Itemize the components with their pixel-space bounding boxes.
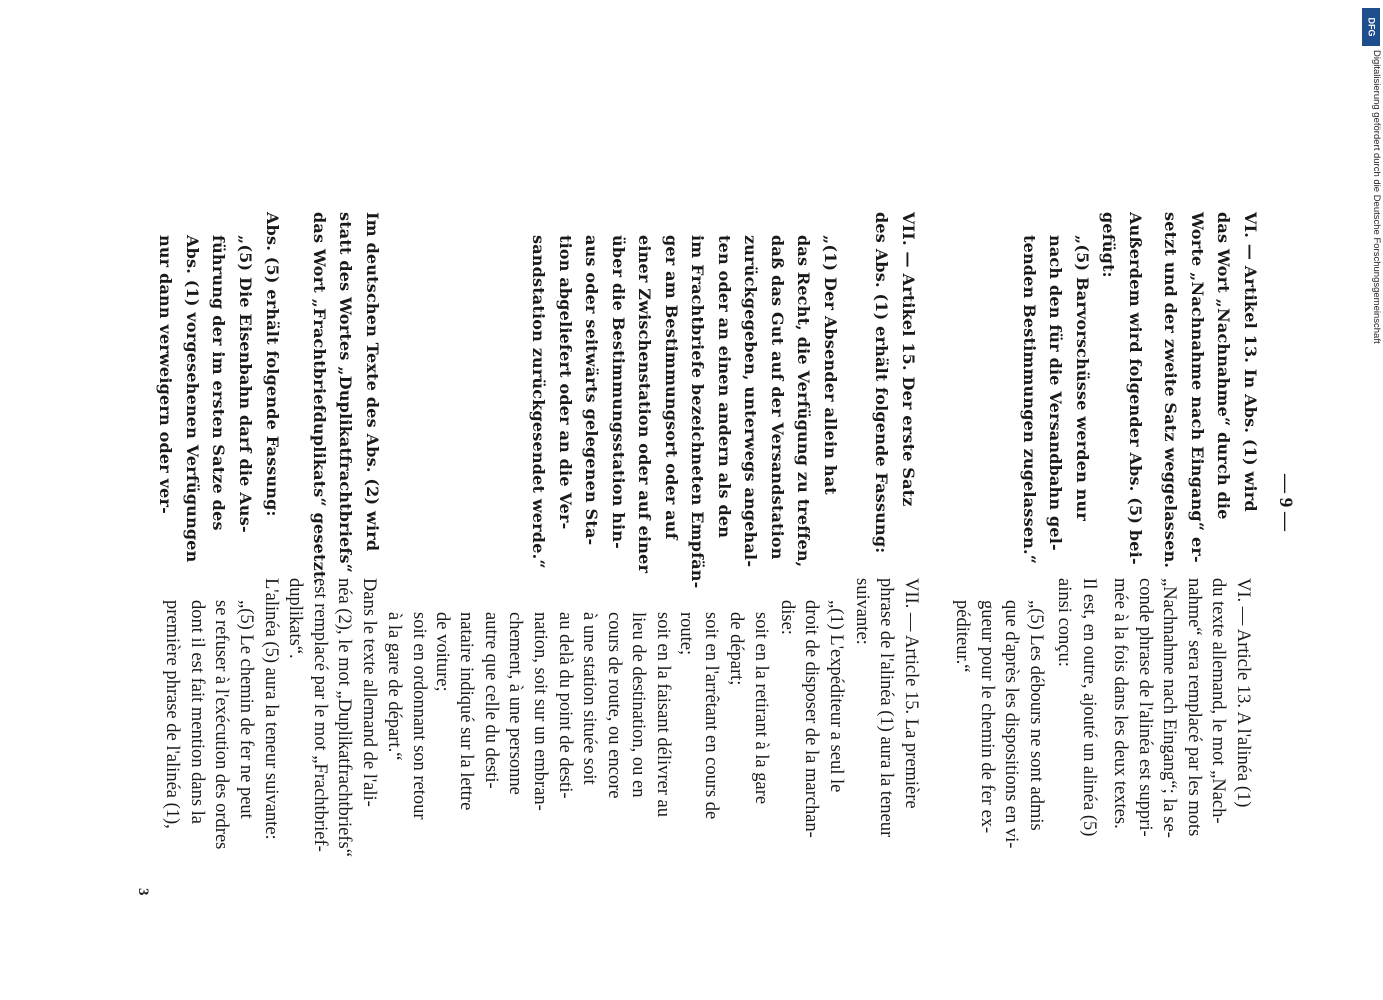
text-line: mée à la fois dans les deux textes. bbox=[1110, 578, 1131, 829]
text-line: péditeur.“ bbox=[952, 600, 973, 673]
text-line: Worte „Nachnahme nach Eingang“ er- bbox=[1188, 212, 1207, 563]
text-line: est remplacé par le mot „Frachtbrief- bbox=[309, 578, 330, 852]
text-line: phrase de l'alinéa (1) aura la teneur bbox=[876, 578, 897, 838]
text-line: chement, à une personne bbox=[505, 612, 526, 795]
text-line: statt des Wortes „Duplikatfrachtbriefs“ bbox=[336, 212, 356, 574]
text-line: de voiture; bbox=[431, 612, 452, 692]
french-chemin-de-fer bbox=[160, 600, 258, 878]
text-line: duplikats“. bbox=[285, 578, 306, 659]
text-line: VII. — Article 15. La première bbox=[901, 578, 921, 809]
german-eisenbahn bbox=[152, 235, 258, 563]
text-line: Il est, en outre, ajouté un alinéa (5) bbox=[1079, 578, 1099, 837]
dfg-logo bbox=[1362, 8, 1380, 46]
french-debours bbox=[950, 600, 1048, 878]
text-line: tion abgeliefert oder an die Ver- bbox=[556, 235, 575, 530]
text-line: soit en ordonnant son retour bbox=[409, 612, 429, 820]
text-line: nation, soit sur un embran- bbox=[530, 612, 551, 811]
footer-number: 3 bbox=[135, 888, 151, 896]
text-line: Im deutschen Texte des Abs. (2) wird bbox=[363, 212, 382, 552]
text-line: lieu de destination, ou en bbox=[628, 612, 649, 798]
text-line: führung der im ersten Satze des bbox=[209, 235, 229, 531]
text-line: nur dann verweigern oder ver- bbox=[156, 235, 176, 514]
text-line: „(1) L'expéditeur a seul le bbox=[826, 600, 846, 793]
text-line: das Wort „Frachtbriefduplikats“ gesetzt. bbox=[310, 212, 329, 585]
french-alinea5 bbox=[258, 578, 283, 878]
text-line: Dans le texte allemand de l'ali- bbox=[359, 578, 379, 807]
text-line: dise: bbox=[776, 600, 797, 635]
text-line: soit en l'arrêtant en cours de bbox=[701, 612, 721, 820]
text-line: zurückgegeben, unterwegs angehal- bbox=[741, 235, 761, 568]
text-line: ainsi conçu: bbox=[1054, 578, 1075, 667]
french-en-outre bbox=[1052, 578, 1101, 878]
text-line: einer Zwischenstation oder auf einer bbox=[635, 235, 655, 574]
text-line: route; bbox=[676, 612, 697, 656]
text-line: dont il est fait mention dans la bbox=[186, 600, 207, 825]
french-expediteur bbox=[774, 600, 848, 878]
text-line: des Abs. (1) erhält folgende Fassung: bbox=[872, 212, 892, 554]
text-line: „(5) Barvorschüsse werden nur bbox=[1073, 235, 1092, 521]
text-line: über die Bestimmungsstation hin- bbox=[609, 235, 628, 550]
text-line: soit en la faisant délivrer au bbox=[653, 612, 673, 817]
text-line: VII. — Artikel 15. Der erste Satz bbox=[899, 212, 918, 507]
text-line: première phrase de l'alinéa (1), bbox=[162, 600, 183, 829]
text-line: „Nachnahme nach Eingang“; la se- bbox=[1159, 578, 1180, 838]
text-line: tenden Bestimmungen zugelassen.“ bbox=[1020, 235, 1039, 565]
text-line: daß das Gut auf der Versandstation bbox=[768, 235, 787, 560]
german-art15 bbox=[868, 212, 921, 557]
dfg-logo-text: DFG bbox=[1366, 17, 1376, 37]
french-dans-le-texte bbox=[283, 578, 381, 878]
text-line: droit de disposer de la marchan- bbox=[801, 600, 822, 838]
text-line: au delà du point de desti- bbox=[554, 612, 575, 799]
funding-credit bbox=[1372, 50, 1382, 390]
text-line: im Frachtbriefe bezeichneten Empfän- bbox=[688, 235, 708, 589]
text-line: das Wort „Nachnahme“ durch die bbox=[1214, 212, 1234, 520]
text-line: gueur pour le chemin de fer ex- bbox=[976, 600, 997, 834]
text-line: VI. — Article 13. A l'alinéa (1) bbox=[1233, 578, 1253, 808]
text-line: autre que celle du desti- bbox=[480, 612, 501, 789]
text-line: suivante: bbox=[851, 578, 872, 645]
german-barvorschuesse bbox=[1016, 235, 1096, 565]
text-line: du texte allemand, le mot „Nach- bbox=[1208, 578, 1229, 824]
text-line: sandstation zurückgesendet werde.“ bbox=[529, 235, 549, 569]
german-ausserdem bbox=[1095, 212, 1148, 565]
text-line: néa (2), le mot „Duplikatfrachtbriefs“ bbox=[334, 578, 355, 857]
french-art15 bbox=[849, 578, 923, 878]
text-line: Außerdem wird folgender Abs. (5) bei- bbox=[1126, 212, 1145, 565]
text-line: cours de route, ou encore bbox=[603, 612, 624, 799]
text-line: ten oder an einen andern als den bbox=[715, 235, 734, 539]
text-line: nach den für die Versandbahn gel- bbox=[1046, 235, 1066, 551]
german-abs5 bbox=[259, 212, 286, 557]
text-line: aus oder seitwärts gelegenen Sta- bbox=[582, 235, 602, 546]
text-line: que d'après les dispositions en vi- bbox=[1001, 600, 1022, 849]
text-line: nataire indiqué sur la lettre bbox=[456, 612, 477, 811]
text-line: se refuser à l'exécution des ordres bbox=[211, 600, 232, 850]
french-item-2 bbox=[674, 612, 723, 878]
text-line: conde phrase de l'alinéa est suppri- bbox=[1134, 578, 1155, 837]
text-line: soit en la retirant à la gare bbox=[751, 612, 771, 805]
french-item-4 bbox=[382, 612, 431, 878]
text-line: „(5) Le chemin de fer ne peut bbox=[236, 600, 256, 819]
text-line: gefügt: bbox=[1099, 212, 1119, 278]
german-deutschen-texte bbox=[306, 212, 386, 585]
text-line: Abs. (5) erhält folgende Fassung: bbox=[263, 212, 282, 517]
text-line: ger am Bestimmungsort oder auf bbox=[662, 235, 681, 540]
french-item-3 bbox=[429, 612, 675, 878]
text-line: Abs. (1) vorgesehenen Verfügungen bbox=[183, 235, 202, 563]
text-line: „(5) Les débours ne sont admis bbox=[1026, 600, 1046, 831]
text-line: „(1) Der Absender allein hat bbox=[821, 235, 840, 495]
french-art13 bbox=[1107, 578, 1255, 878]
german-absender bbox=[525, 235, 843, 589]
text-line: setzt und der zweite Satz weggelassen. bbox=[1161, 212, 1181, 569]
text-line: VI. — Artikel 13. In Abs. (1) wird bbox=[1241, 212, 1260, 512]
page-number: — 9 — bbox=[1275, 474, 1296, 531]
french-item-1 bbox=[724, 612, 773, 878]
funding-credit-text: Digitalisierung gefördert durch die Deutsche Forschungsgemeinschaft bbox=[1371, 50, 1382, 344]
text-line: nahme“ sera remplacé par les mots bbox=[1183, 578, 1204, 837]
german-art13 bbox=[1157, 212, 1263, 569]
text-line: à une station située soit bbox=[579, 612, 600, 785]
text-line: „(5) Die Eisenbahn darf die Aus- bbox=[236, 235, 255, 533]
text-line: à la gare de départ.“ bbox=[384, 612, 405, 761]
text-line: L'alinéa (5) aura la teneur suivante: bbox=[261, 578, 281, 840]
text-line: das Recht, die Verfügung zu treffen, bbox=[794, 235, 814, 568]
text-line: de départ; bbox=[726, 612, 747, 686]
